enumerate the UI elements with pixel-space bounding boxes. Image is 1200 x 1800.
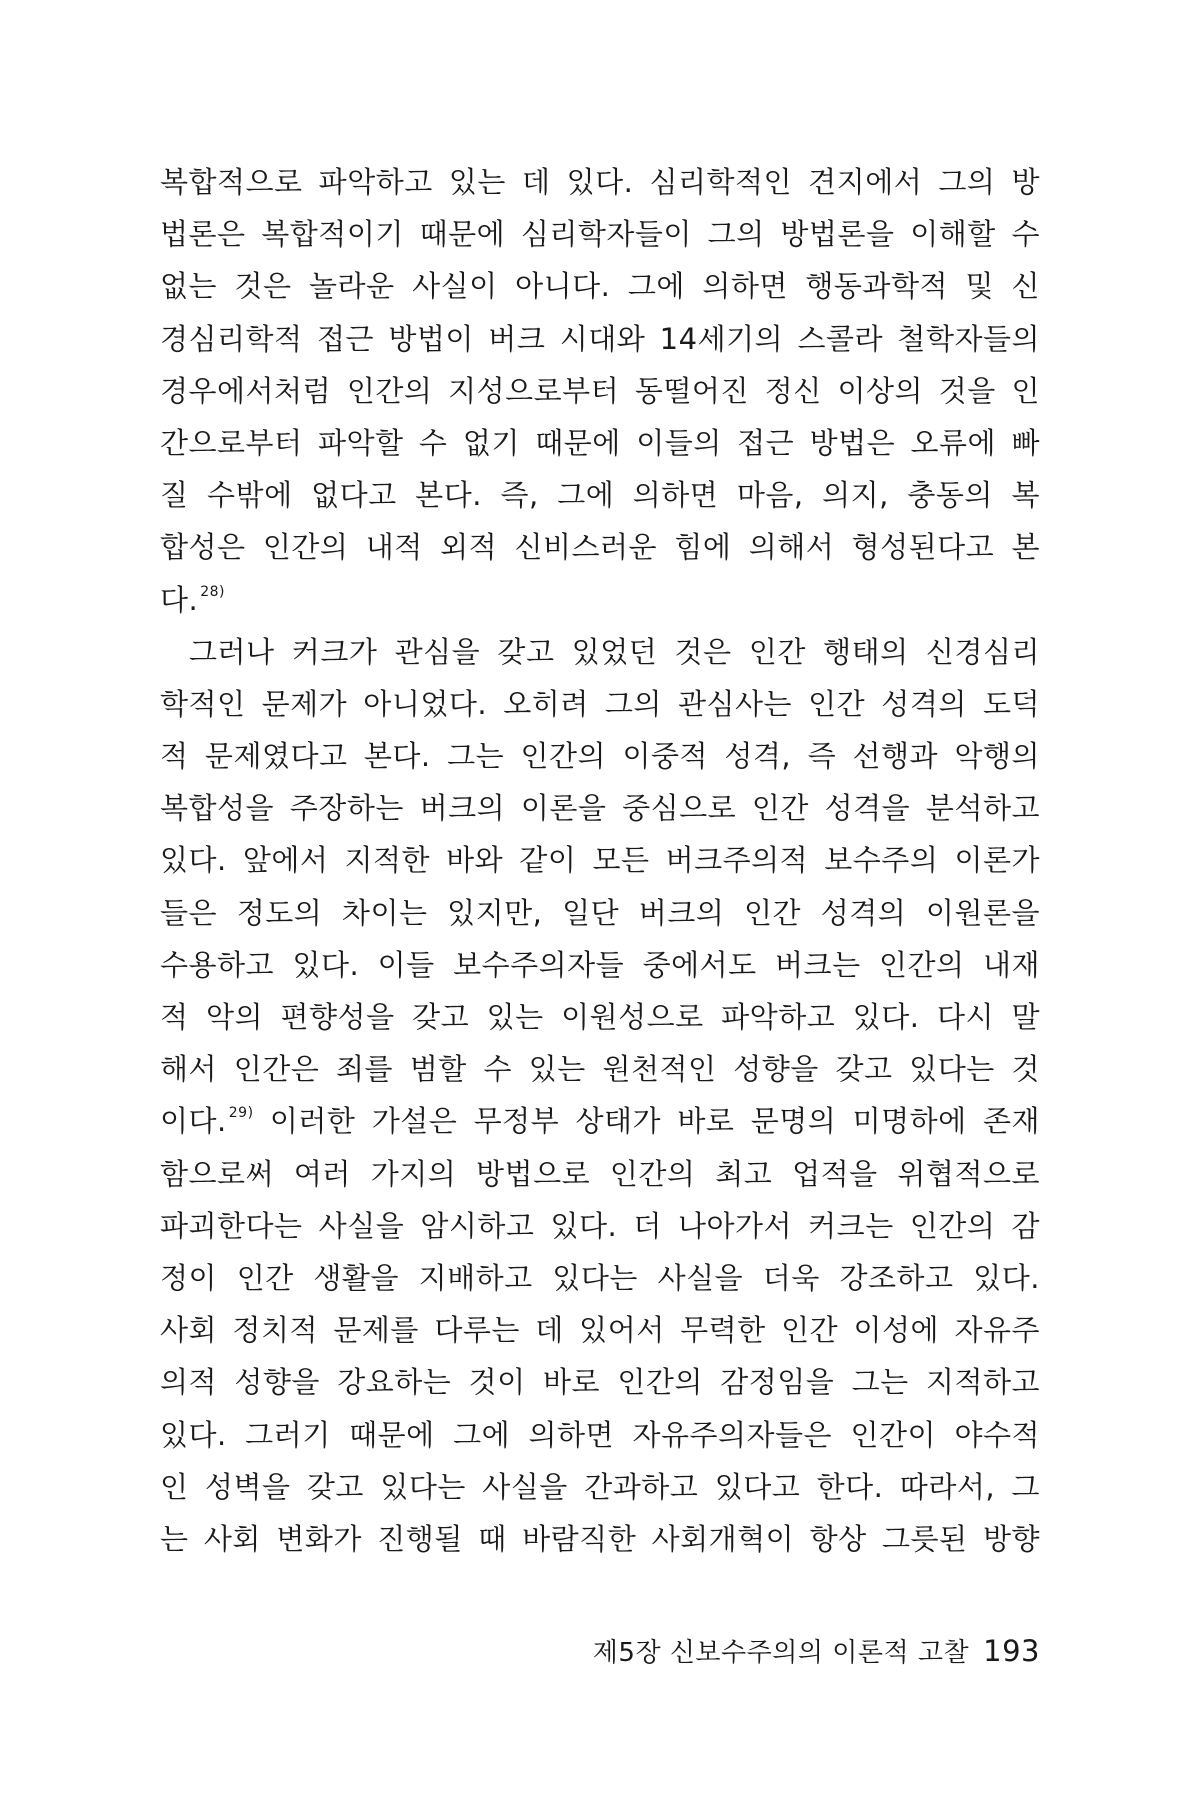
text-line: 없는 것은 놀라운 사실이 아니다. 그에 의하면 행동과학적 및 신 [160, 269, 1040, 304]
text-line: 간으로부터 파악할 수 없기 때문에 이들의 접근 방법은 오류에 빠 [160, 425, 1040, 460]
text-line: 의적 성향을 강요하는 것이 바로 인간의 감정임을 그는 지적하고 [160, 1365, 1040, 1400]
text-line: 는 사회 변화가 진행될 때 바람직한 사회개혁이 항상 그릇된 방향 [160, 1521, 1040, 1556]
text-line: 함으로써 여러 가지의 방법으로 인간의 최고 업적을 위협적으로 [160, 1156, 1040, 1191]
body-text [160, 156, 1040, 1565]
text-line: 합성은 인간의 내적 외적 신비스러운 힘에 의해서 형성된다고 본 [160, 530, 1040, 565]
text-line: 법론은 복합적이기 때문에 심리학자들이 그의 방법론을 이해할 수 [160, 217, 1040, 252]
text-line: 복합성을 주장하는 버크의 이론을 중심으로 인간 성격을 분석하고 [160, 791, 1040, 826]
text-line: 파괴한다는 사실을 암시하고 있다. 더 나아가서 커크는 인간의 감 [160, 1208, 1040, 1243]
text-line: 복합적으로 파악하고 있는 데 있다. 심리학적인 견지에서 그의 방 [160, 165, 1040, 199]
chapter-title: 제5장 신보수주의의 이론적 고찰 [592, 1638, 970, 1668]
text-line: 사회 정치적 문제를 다루는 데 있어서 무력한 인간 이성에 자유주 [160, 1313, 1040, 1348]
page-number: 193 [983, 1634, 1040, 1668]
page-footer [593, 1632, 1040, 1669]
paragraph-2 [160, 626, 1040, 1565]
text-line: 들은 정도의 차이는 있지만, 일단 버크의 인간 성격의 이원론을 [160, 895, 1040, 930]
footnote-marker: 29) [228, 1105, 254, 1122]
text-line [160, 1095, 1040, 1147]
text-line: 질 수밖에 없다고 본다. 즉, 그에 의하면 마음, 의지, 충동의 복 [160, 478, 1040, 513]
text-line: 학적인 문제가 아니었다. 오히려 그의 관심사는 인간 성격의 도덕 [160, 686, 1040, 721]
text-fragment: 이다. [160, 1104, 227, 1139]
text-line: 경심리학적 접근 방법이 버크 시대와 14세기의 스콜라 철학자들의 [160, 321, 1040, 356]
text-line: 해서 인간은 죄를 범할 수 있는 원천적인 성향을 갖고 있다는 것 [160, 1052, 1040, 1087]
text-line: 경우에서처럼 인간의 지성으로부터 동떨어진 정신 이상의 것을 인 [160, 373, 1040, 408]
text-line [160, 574, 1040, 626]
text-fragment: 이러한 가설은 무정부 상태가 바로 문명의 미명하에 존재 [253, 1104, 1040, 1139]
text-line: 수용하고 있다. 이들 보수주의자들 중에서도 버크는 인간의 내재 [160, 947, 1040, 982]
text-line: 있다. 앞에서 지적한 바와 같이 모든 버크주의적 보수주의 이론가 [160, 843, 1040, 878]
text-line: 그러나 커크가 관심을 갖고 있었던 것은 인간 행태의 신경심리 [189, 634, 1040, 669]
text-line: 적 문제였다고 본다. 그는 인간의 이중적 성격, 즉 선행과 악행의 [160, 739, 1040, 774]
text-line: 적 악의 편향성을 갖고 있는 이원성으로 파악하고 있다. 다시 말 [160, 1000, 1040, 1034]
text-line: 정이 인간 생활을 지배하고 있다는 사실을 더욱 강조하고 있다. [160, 1260, 1040, 1295]
text-line: 있다. 그러기 때문에 그에 의하면 자유주의자들은 인간이 야수적 [160, 1417, 1040, 1452]
text-fragment: 다. [160, 582, 199, 617]
text-line: 인 성벽을 갖고 있다는 사실을 간과하고 있다고 한다. 따라서, 그 [160, 1469, 1040, 1504]
footnote-marker: 28) [200, 583, 226, 600]
paragraph-1 [160, 156, 1040, 626]
